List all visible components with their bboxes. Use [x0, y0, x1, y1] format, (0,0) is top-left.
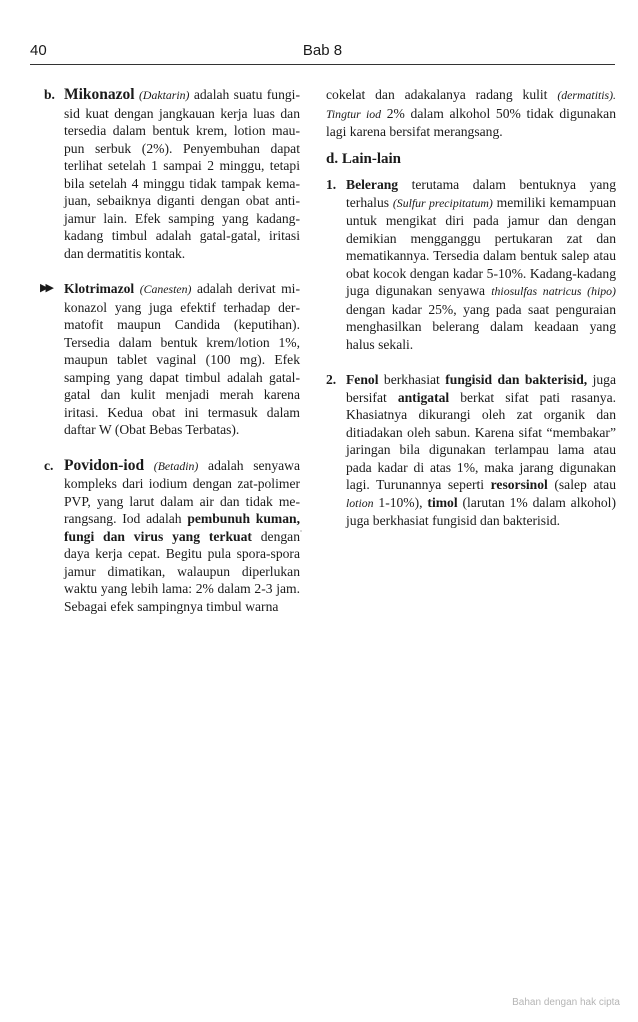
body-text: cokelat dan adakalanya radang kulit [326, 87, 548, 102]
body-text: 2% dalam alkohol 50% tidak digunakan lagi karena bersifat merangsang. [326, 105, 616, 139]
italic-text: (dermatitis). Tingtur iod [326, 88, 616, 121]
continued-paragraph [326, 86, 616, 141]
body-text: dengan kadar 25%, yang pada saat penguraian menghasilkan belerang dalam keadaan yang halus sekali. [346, 301, 616, 352]
brand-name: (Daktarin) [139, 88, 190, 102]
bold-text: timol [427, 494, 458, 510]
drug-name: Belerang [346, 177, 399, 192]
right-column [326, 86, 616, 548]
item-marker: b. [44, 87, 55, 102]
bold-text: fungisid dan bakterisid, [445, 372, 588, 387]
body-text: (larutan 1% dalam alkohol) juga berkhasiat fungisid dan bakterisid. [346, 494, 616, 528]
body-text: dengan daya kerja cepat. Begitu pula spora-spora jamur dimatikan, walaupun diperlukan waktu yang lebih lama: 2% dalam 2-3 jam. Sebagai efek sampingnya timbul warna [64, 528, 300, 614]
item-fenol [326, 371, 616, 530]
drug-name: Klotrimazol [64, 281, 135, 296]
page-number: 40 [30, 42, 47, 59]
double-arrow-icon: ▶▶ [40, 282, 51, 294]
body-text: adalah senyawa kompleks dari iodium dengan zat-polimer PVP, yang larut dalam air dan tidak merangsang. Iod adalah [64, 457, 300, 526]
item-klotrimazol [40, 280, 300, 439]
body-text: berkat sifat pati rasanya. Khasiatnya dikurangi oleh zat organik dan ditiadakan oleh sabun. Karena sifat “membakar” jaringan bila digunakan terlampau lama atau pada kadar di atas 1%, maka jarang digunakan lagi. Turunannya seperti [346, 389, 616, 492]
drug-name: Mikonazol [64, 86, 135, 103]
paragraph [346, 371, 616, 530]
scan-speck [300, 530, 302, 532]
bold-text: resorsinol [490, 477, 548, 492]
body-text: 1-10%), [378, 494, 423, 510]
body-text: adalah derivat mikonazol yang juga efektif terhadap dermatofit maupun Candida (keputihan). Tersedia dalam bentuk krem/lotion 1%, maupun tablet vaginal (100 mg). Efek samping yang dapat timbul adalah gatal-gatal dan kulit menjadi merah karena iritasi. Kedua obat ini termasuk dalam daftar W (Obat Bebas Terbatas). [64, 281, 300, 437]
paragraph [64, 280, 300, 439]
body-text: juga bersifat [346, 372, 617, 405]
item-marker: 1. [326, 177, 337, 192]
body-text: terutama dalam bentuknya yang terhalus [346, 177, 616, 210]
body-text: adalah suatu fungisid kuat dengan jangkauan kerja luas dan tersedia dalam bentuk krem, lotion maupun serbuk (2%). Penyembuhan dapat terlihat setelah 1 sampai 2 minggu, tetapi bila setelah 4 minggu tidak tampak kemajuan, sebaiknya diganti dengan obat antijamur lain. Efek samping yang kadang-kadang timbul adalah gatal-gatal, iritasi dan dermatitis kontak. [64, 87, 300, 261]
body-text: berkhasiat [383, 372, 440, 387]
drug-name: Fenol [346, 372, 379, 387]
watermark: Bahan dengan hak cipta [512, 997, 620, 1008]
bold-text: antigatal [397, 389, 450, 405]
page-header [30, 42, 615, 65]
item-mikonazol [44, 86, 300, 262]
paragraph [64, 86, 300, 262]
italic-text: (Sulfur precipitatum) [392, 195, 493, 210]
drug-name: Povidon-iod [64, 456, 145, 474]
item-belerang [326, 176, 616, 353]
chapter-title: Bab 8 [302, 42, 343, 59]
italic-text: thiosulfas natricus (hipo) [491, 284, 616, 298]
paragraph [64, 457, 300, 616]
italic-text: lotion [346, 495, 374, 510]
item-marker: c. [44, 457, 54, 473]
section-heading: d. Lain-lain [326, 150, 402, 167]
bold-text: pembunuh kuman, fungi dan virus yang terkuat [64, 511, 300, 544]
item-povidon-iod [44, 457, 300, 616]
left-column [40, 86, 300, 633]
brand-name: (Canesten) [139, 282, 192, 296]
brand-name: (Betadin) [153, 458, 199, 473]
paragraph [346, 176, 616, 353]
body-text: (salep atau [554, 477, 617, 492]
body-text: memiliki kemampuan untuk mengikat diri pada jamur dan dengan demikian mengganggu pertukaran zat dan mematikannya. Tersedia dalam bentuk salep atau obat kocok dengan kadar 5-10%. Kadang-kadang juga digunakan senyawa [346, 194, 616, 298]
item-marker: 2. [326, 372, 337, 387]
